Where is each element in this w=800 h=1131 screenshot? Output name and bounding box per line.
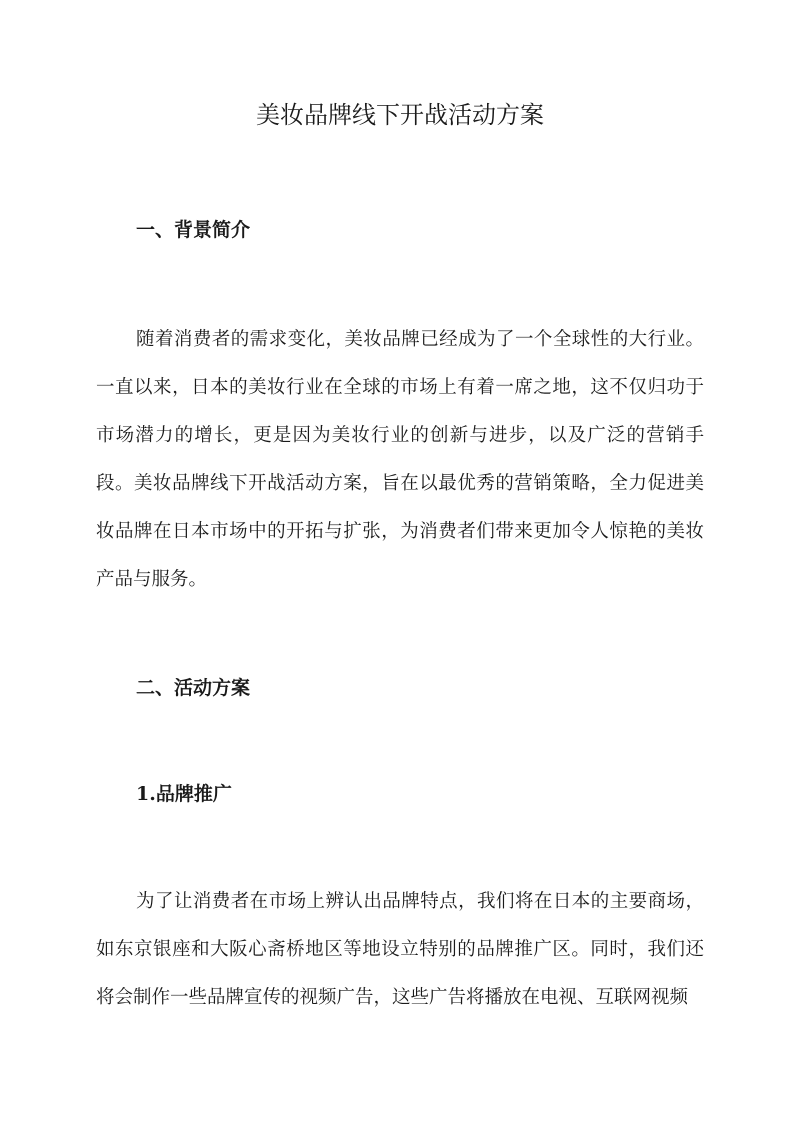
brand-promotion-paragraph: 为了让消费者在市场上辨认出品牌特点，我们将在日本的主要商场，如东京银座和大阪心斋桥地区等地设立特别的品牌推广区。同时，我们还将会制作一些品牌宣传的视频广告，这些广告将播放在电视、互联网视频: [96, 891, 704, 1008]
section-heading-activity-plan: 二、活动方案: [136, 677, 251, 699]
subsection-heading-brand-promotion: 1.品牌推广: [136, 783, 232, 805]
background-paragraph: 随着消费者的需求变化，美妆品牌已经成为了一个全球性的大行业。一直以来，日本的美妆行业在全球的市场上有着一席之地，这不仅归功于市场潜力的增长，更是因为美妆行业的创新与进步，以及广泛的营销手段。美妆品牌线下开战活动方案，旨在以最优秀的营销策略，全力促进美妆品牌在日本市场中的开拓与扩张，为消费者们带来更加令人惊艳的美妆产品与服务。: [96, 329, 704, 590]
document-title: 美妆品牌线下开战活动方案: [256, 101, 544, 129]
section-heading-background: 一、背景简介: [136, 219, 251, 241]
